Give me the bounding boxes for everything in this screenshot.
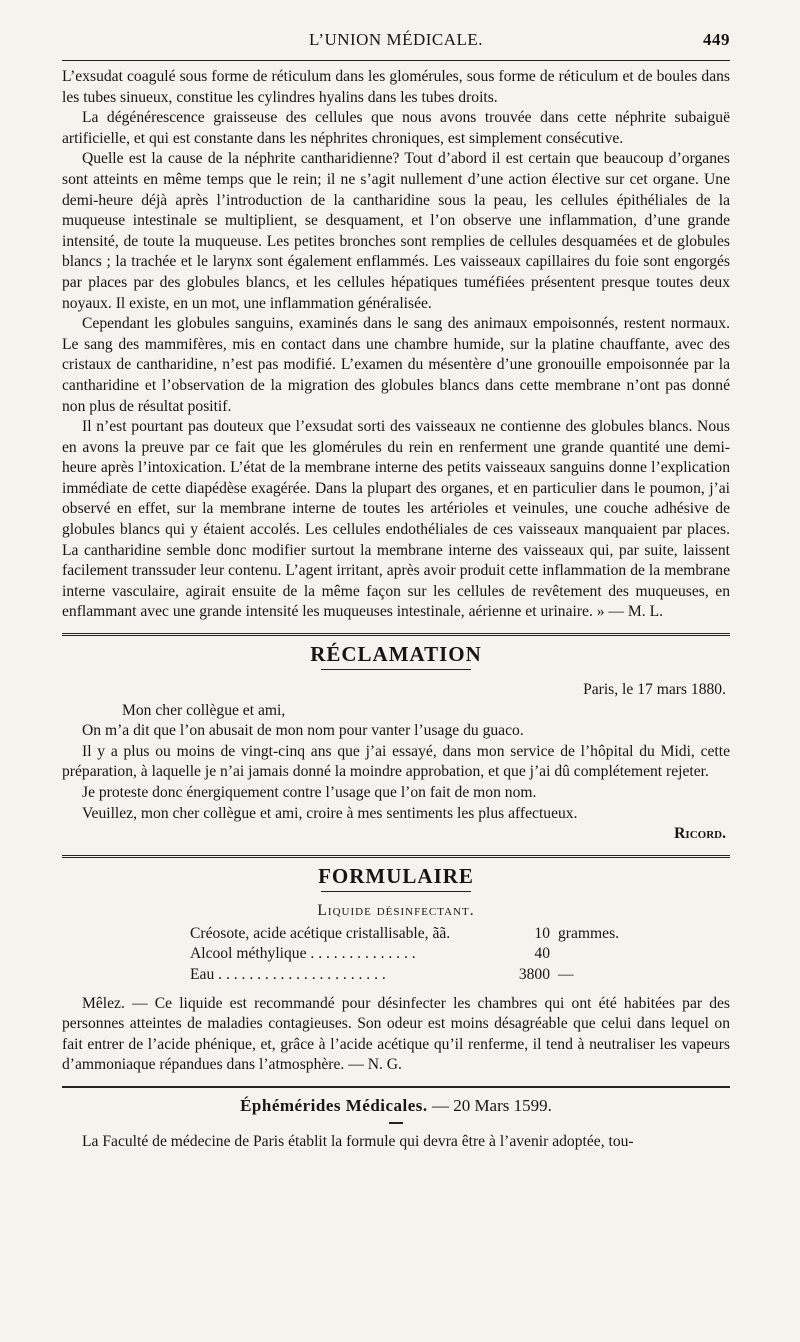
ingredient-quantity: 10 xyxy=(534,924,550,942)
recipe-note: Mêlez. — Ce liquide est recommandé pour désinfecter les chambres qui ont été habitées par des personnes atteintes de maladies contagieuses. Son odeur est moins désagréable que celui dans lequel on fait entrer de l’acide phénique, et, grâce à l’acide acétique qu’il renferme, il tend à neutraliser les vapeurs d’ammoniaque répandues dans l’atmosphère. — N. G. xyxy=(62,994,730,1074)
header-rule xyxy=(62,60,730,61)
ephemerides-text: La Faculté de médecine de Paris établit la formule qui devra être à l’avenir adoptée, tou- xyxy=(82,1132,634,1150)
letter-salutation: Mon cher collègue et ami, xyxy=(122,701,286,719)
ingredient-quantity: 3800 xyxy=(518,965,550,983)
letter-paragraph: Je proteste donc énergiquement contre l’usage que l’on fait de mon nom. xyxy=(82,784,537,801)
letter-signature: Ricord. xyxy=(674,825,726,843)
ephemerides-label: Éphémérides Médicales. xyxy=(240,1095,428,1115)
recipe-row xyxy=(190,924,619,945)
recipe-row xyxy=(190,944,619,965)
reclamation-section xyxy=(62,642,730,845)
recipe-subtitle: Liquide désinfectant. xyxy=(317,901,475,919)
section-title-formulaire: FORMULAIRE xyxy=(318,863,474,888)
recipe-row xyxy=(190,965,619,986)
letter-paragraph: Il y a plus ou moins de vingt-cinq ans que j’ai essayé, dans mon service de l’hôpital du Midi, cette préparation, à laquelle je n’ai jamais donné la moindre approbation, et que j’ai dû complétement rejeter. xyxy=(62,742,730,781)
letter-paragraph: On m’a dit que l’on abusait de mon nom pour vanter l’usage du guaco. xyxy=(82,722,524,740)
page-number: 449 xyxy=(703,30,730,49)
article-paragraph: Quelle est la cause de la néphrite cantharidienne? Tout d’abord il est certain que beaucoup d’organes sont atteints en même temps que le rein; il ne s’agit nullement d’une action élective sur cet organe. Une demi-heure déjà après l’introduction de la cantharidine sous la peau, les cellules épithéliales de la muqueuse intestinale se multiplient, se desquament, et l’on observe une inflammation, d’une grande intensité, de toute la muqueuse. Les petites bronches sont remplies de cellules desquamées et de globules blancs ; la trachée et le larynx sont également enflammés. Les vaisseaux capillaires du foie sont engorgés par places par des globules blancs, et les cellules hépatiques tuméfiées présentent presque toutes deux noyaux. Il existe, en un mot, une inflammation généralisée. xyxy=(62,150,730,312)
section-divider xyxy=(62,855,730,860)
article-paragraph: Cependant les globules sanguins, examinés dans le sang des animaux empoisonnés, restent normaux. Le sang des mammifères, mis en contact dans une chambre humide, sur la platine chauffante, avec des cristaux de cantharidine, n’est pas modifié. L’examen du mésentère d’une gronouille empoisonnée par la cantharidine et l’observation de la migration des globules blancs dans cette membrane n’ont pas donné non plus de résultat positif. xyxy=(62,315,730,415)
ingredient-name: Eau . . . . . . . . . . . . . . . . . . . . . . xyxy=(190,965,386,983)
section-divider xyxy=(62,633,730,638)
title-underline xyxy=(321,891,471,892)
recipe-table xyxy=(190,924,619,986)
running-title: L’UNION MÉDICALE. xyxy=(308,30,484,49)
article-paragraph: L’exsudat coagulé sous forme de réticulum dans les glomérules, sous forme de réticulum et de boules dans les tubes sinueux, constitue les cylindres hyalins dans les tubes droits. xyxy=(62,68,730,106)
article-paragraph: La dégénérescence graisseuse des cellules que nous avons trouvée dans cette néphrite subaiguë artificielle, et qui est constante dans les néphrites chroniques, est simplement consécutive. xyxy=(62,109,730,147)
ingredient-name: Créosote, acide acétique cristallisable, ãã. xyxy=(190,924,451,942)
small-dash xyxy=(389,1122,403,1124)
article-body xyxy=(62,67,730,623)
letter-dateline: Paris, le 17 mars 1880. xyxy=(583,681,726,699)
title-underline xyxy=(321,669,471,670)
section-divider xyxy=(62,1086,730,1090)
ephemerides-heading xyxy=(62,1096,730,1116)
section-title-reclamation: RÉCLAMATION xyxy=(310,642,482,667)
ingredient-quantity: 40 xyxy=(534,945,550,963)
ingredient-unit: grammes. xyxy=(558,924,620,942)
ephemerides-date: — 20 Mars 1599. xyxy=(431,1095,552,1115)
ingredient-unit: — xyxy=(558,965,574,983)
running-head xyxy=(62,30,730,60)
ephemerides-section xyxy=(62,1096,730,1153)
article-paragraph: Il n’est pourtant pas douteux que l’exsudat sorti des vaisseaux ne contienne des globules blancs. Nous en avons la preuve par ce fait que les glomérules du rein en renferment une grande quantité une demi-heure après l’intoxication. L’état de la membrane interne des petits vaisseaux sanguins donne l’explication immédiate de cette diapédèse exagérée. Dans la plupart des organes, et en particulier dans le poumon, j’ai observé en effet, sur la membrane interne de toutes les artérioles et veinules, une couche adhésive de globules blancs qui y étaient accolés. Les cellules endothéliales de ces vaisseaux manquaient par places. La cantharidine semble donc modifier surtout la membrane interne des vaisseaux qui, par suite, laissent facilement transsuder leur contenu. L’agent irritant, après avoir produit cette inflammation de la membrane interne vasculaire, agirait ensuite de la même façon sur les cellules de revêtement des muqueuses, en enflammant avec une grande intensité les muqueuses intestinale, aérienne et urinaire. » — M. L. xyxy=(62,418,730,621)
ingredient-unit xyxy=(550,944,619,965)
letter-paragraph: Veuillez, mon cher collègue et ami, croire à mes sentiments les plus affectueux. xyxy=(82,804,578,822)
ingredient-name: Alcool méthylique . . . . . . . . . . . . . . xyxy=(190,945,416,963)
formulaire-section xyxy=(62,864,730,1076)
